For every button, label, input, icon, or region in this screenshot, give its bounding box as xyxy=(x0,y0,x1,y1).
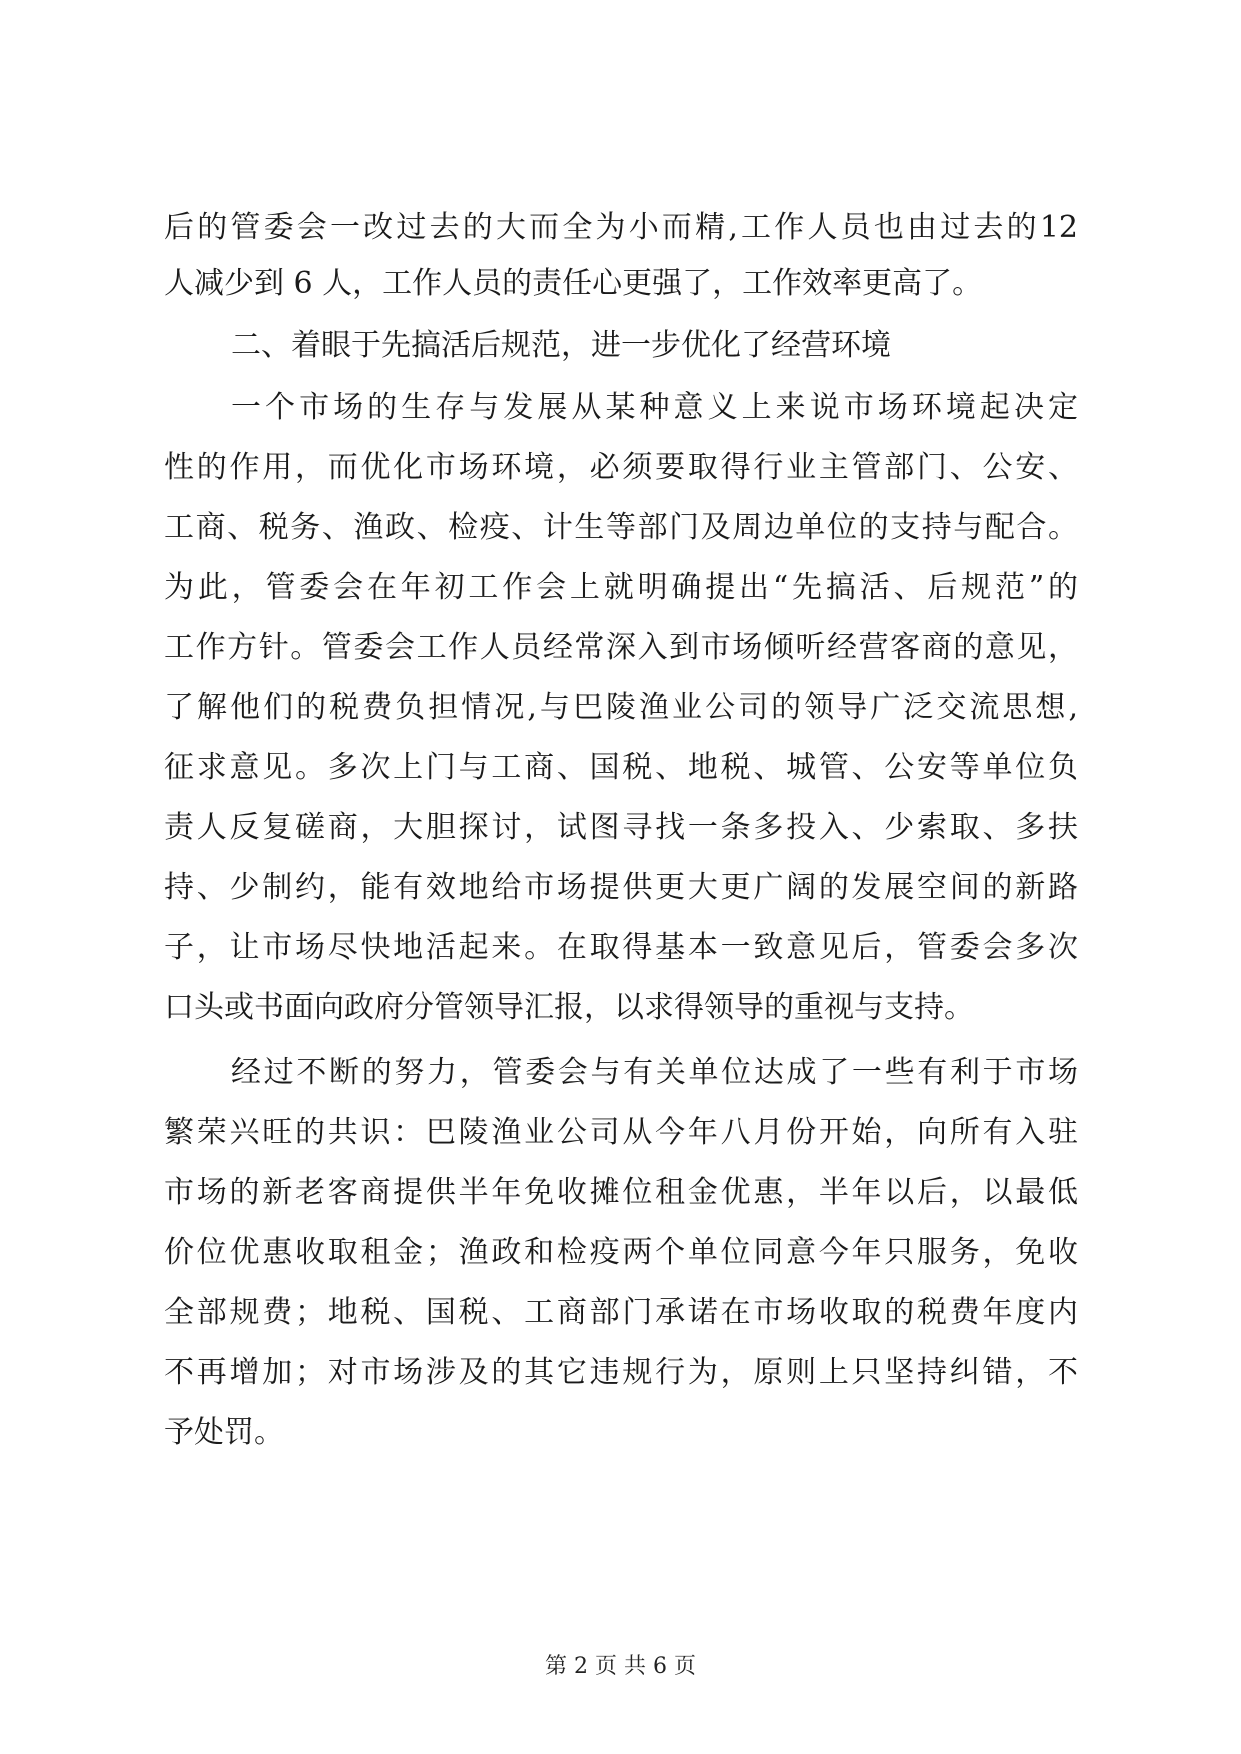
body-line: 为此，管委会在年初工作会上就明确提出“先搞活、后规范”的 xyxy=(164,570,1078,605)
body-line: 持、少制约，能有效地给市场提供更大更广阔的发展空间的新路 xyxy=(164,870,1078,905)
body-line: 经过不断的努力，管委会与有关单位达成了一些有利于市场 xyxy=(231,1055,1078,1090)
body-line: 全部规费；地税、国税、工商部门承诺在市场收取的税费年度内 xyxy=(164,1295,1078,1330)
body-line: 性的作用，而优化市场环境，必须要取得行业主管部门、公安、 xyxy=(164,450,1078,485)
body-line: 责人反复磋商，大胆探讨，试图寻找一条多投入、少索取、多扶 xyxy=(164,810,1078,845)
body-line: 不再增加；对市场涉及的其它违规行为，原则上只坚持纠错，不 xyxy=(164,1355,1078,1390)
body-line: 工商、税务、渔政、检疫、计生等部门及周边单位的支持与配合。 xyxy=(164,510,1078,545)
body-line: 繁荣兴旺的共识：巴陵渔业公司从今年八月份开始，向所有入驻 xyxy=(164,1115,1078,1150)
body-line: 工作方针。管委会工作人员经常深入到市场倾听经营客商的意见， xyxy=(164,630,1078,665)
body-line: 价位优惠收取租金；渔政和检疫两个单位同意今年只服务，免收 xyxy=(164,1235,1078,1270)
section-heading: 二、着眼于先搞活后规范，进一步优化了经营环境 xyxy=(231,328,891,363)
body-line: 一个市场的生存与发展从某种意义上来说市场环境起决定 xyxy=(231,390,1078,425)
page-number-footer: 第 2 页 共 6 页 xyxy=(545,1654,696,1679)
body-line: 予处罚。 xyxy=(164,1415,284,1450)
body-line: 了解他们的税费负担情况,与巴陵渔业公司的领导广泛交流思想, xyxy=(164,690,1078,725)
body-line: 人减少到 6 人，工作人员的责任心更强了，工作效率更高了。 xyxy=(164,266,983,301)
body-line: 口头或书面向政府分管领导汇报，以求得领导的重视与支持。 xyxy=(164,990,974,1025)
body-line: 征求意见。多次上门与工商、国税、地税、城管、公安等单位负 xyxy=(164,750,1078,785)
body-line: 子，让市场尽快地活起来。在取得基本一致意见后，管委会多次 xyxy=(164,930,1078,965)
body-line: 后的管委会一改过去的大而全为小而精,工作人员也由过去的12 xyxy=(164,210,1078,245)
body-line: 市场的新老客商提供半年免收摊位租金优惠，半年以后，以最低 xyxy=(164,1175,1078,1210)
